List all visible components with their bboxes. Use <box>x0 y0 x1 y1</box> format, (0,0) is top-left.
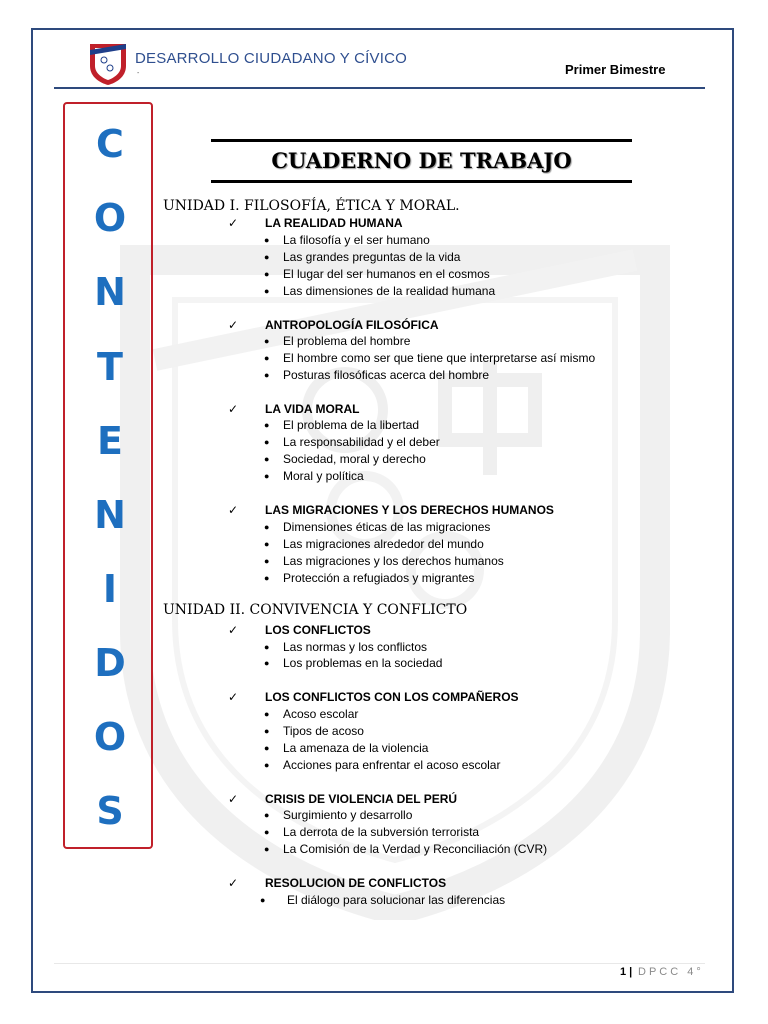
list-item: ● El problema del hombre <box>264 334 411 348</box>
title-rule-bottom <box>211 180 632 183</box>
footer-course-code: DPCC 4° <box>638 966 704 978</box>
bullet-icon: ● <box>264 522 270 532</box>
course-title: DESARROLLO CIUDADANO Y CÍVICO <box>135 50 407 67</box>
bullet-icon: ● <box>264 658 270 668</box>
bullet-icon: ● <box>264 353 270 363</box>
bullet-icon: ● <box>264 539 270 549</box>
section-heading: ✓ LA REALIDAD HUMANA <box>228 216 403 230</box>
period-label: Primer Bimestre <box>565 62 666 77</box>
bullet-icon: ● <box>264 454 270 464</box>
bullet-icon: ● <box>264 269 270 279</box>
check-icon: ✓ <box>228 503 239 517</box>
section-heading: ✓ ANTROPOLOGÍA FILOSÓFICA <box>228 318 439 332</box>
check-icon: ✓ <box>228 876 239 890</box>
contents-vertical-box <box>63 102 153 849</box>
bullet-icon: ● <box>264 370 270 380</box>
bullet-icon: ● <box>264 235 270 245</box>
list-item: ● Acoso escolar <box>264 707 359 721</box>
bullet-icon: ● <box>264 556 270 566</box>
footer-divider <box>54 963 705 964</box>
list-item: ● Surgimiento y desarrollo <box>264 808 413 822</box>
vertical-letter: C <box>96 122 124 166</box>
list-item: ● Los problemas en la sociedad <box>264 656 443 670</box>
list-item: ● El diálogo para solucionar las diferencias <box>260 893 506 907</box>
bullet-icon: ● <box>264 642 270 652</box>
section-heading: ✓ RESOLUCION DE CONFLICTOS <box>228 876 447 890</box>
list-item: ● El lugar del ser humanos en el cosmos <box>264 267 490 281</box>
section-heading: ✓ LA VIDA MORAL <box>228 402 360 416</box>
list-item: ● Las normas y los conflictos <box>264 640 428 654</box>
vertical-letter: E <box>97 419 123 463</box>
list-item: ● Posturas filosóficas acerca del hombre <box>264 368 490 382</box>
check-icon: ✓ <box>228 216 239 230</box>
list-item: ● Protección a refugiados y migrantes <box>264 571 475 585</box>
list-item: ● Sociedad, moral y derecho <box>264 452 426 466</box>
list-item: ● La filosofía y el ser humano <box>264 233 430 247</box>
page-title: CUADERNO DE TRABAJO <box>271 148 572 173</box>
bullet-icon: ● <box>264 471 270 481</box>
bullet-icon: ● <box>264 420 270 430</box>
list-item: ● Las grandes preguntas de la vida <box>264 250 461 264</box>
vertical-letter: N <box>94 493 126 537</box>
page-number: 1 | <box>620 966 633 978</box>
bullet-icon: ● <box>264 743 270 753</box>
school-shield-logo <box>88 42 128 86</box>
bullet-icon: ● <box>264 810 270 820</box>
check-icon: ✓ <box>228 318 239 332</box>
bullet-icon: ● <box>264 827 270 837</box>
check-icon: ✓ <box>228 690 239 704</box>
unit-heading: UNIDAD II. CONVIVENCIA Y CONFLICTO <box>163 602 468 618</box>
list-item: ● La amenaza de la violencia <box>264 741 429 755</box>
list-item: ● Acciones para enfrentar el acoso escolar <box>264 758 501 772</box>
list-item: ● Dimensiones éticas de las migraciones <box>264 520 491 534</box>
bullet-icon: ● <box>264 844 270 854</box>
section-heading: ✓ CRISIS DE VIOLENCIA DEL PERÚ <box>228 792 458 806</box>
list-item: ● Las migraciones alrededor del mundo <box>264 537 484 551</box>
bullet-icon: ● <box>264 336 270 346</box>
list-item: ● Moral y política <box>264 469 364 483</box>
list-item: ● Las migraciones y los derechos humanos <box>264 554 504 568</box>
list-item: ● La Comisión de la Verdad y Reconciliación (CVR) <box>264 842 548 856</box>
bullet-icon: ● <box>264 726 270 736</box>
title-rule-top <box>211 139 632 142</box>
vertical-letter: I <box>102 567 118 611</box>
section-heading: ✓ LOS CONFLICTOS <box>228 623 371 637</box>
check-icon: ✓ <box>228 402 239 416</box>
bullet-icon: ● <box>264 437 270 447</box>
bullet-icon: ● <box>264 760 270 770</box>
bullet-icon: ● <box>264 573 270 583</box>
bullet-icon: ● <box>264 252 270 262</box>
vertical-letter: S <box>96 789 124 833</box>
bullet-icon: ● <box>264 709 270 719</box>
list-item: ● La derrota de la subversión terrorista <box>264 825 480 839</box>
bullet-icon: ● <box>264 286 270 296</box>
bullet-icon: ● <box>260 895 266 905</box>
check-icon: ✓ <box>228 623 239 637</box>
vertical-letter: N <box>94 270 126 314</box>
section-heading: ✓ LAS MIGRACIONES Y LOS DERECHOS HUMANOS <box>228 503 554 517</box>
section-heading: ✓ LOS CONFLICTOS CON LOS COMPAÑEROS <box>228 690 519 704</box>
list-item: ● El problema de la libertad <box>264 418 420 432</box>
list-item: ● Tipos de acoso <box>264 724 364 738</box>
vertical-letter: D <box>94 641 126 685</box>
vertical-letter: O <box>93 196 127 240</box>
list-item: ● Las dimensiones de la realidad humana <box>264 284 496 298</box>
header-divider <box>54 87 705 89</box>
vertical-letter: T <box>97 345 123 389</box>
list-item: ● La responsabilidad y el deber <box>264 435 440 449</box>
check-icon: ✓ <box>228 792 239 806</box>
vertical-letter: O <box>93 715 127 759</box>
unit-heading: UNIDAD I. FILOSOFÍA, ÉTICA Y MORAL. <box>163 198 460 214</box>
list-item: ● El hombre como ser que tiene que interpretarse así mismo <box>264 351 596 365</box>
header-small-mark: - <box>137 70 140 77</box>
